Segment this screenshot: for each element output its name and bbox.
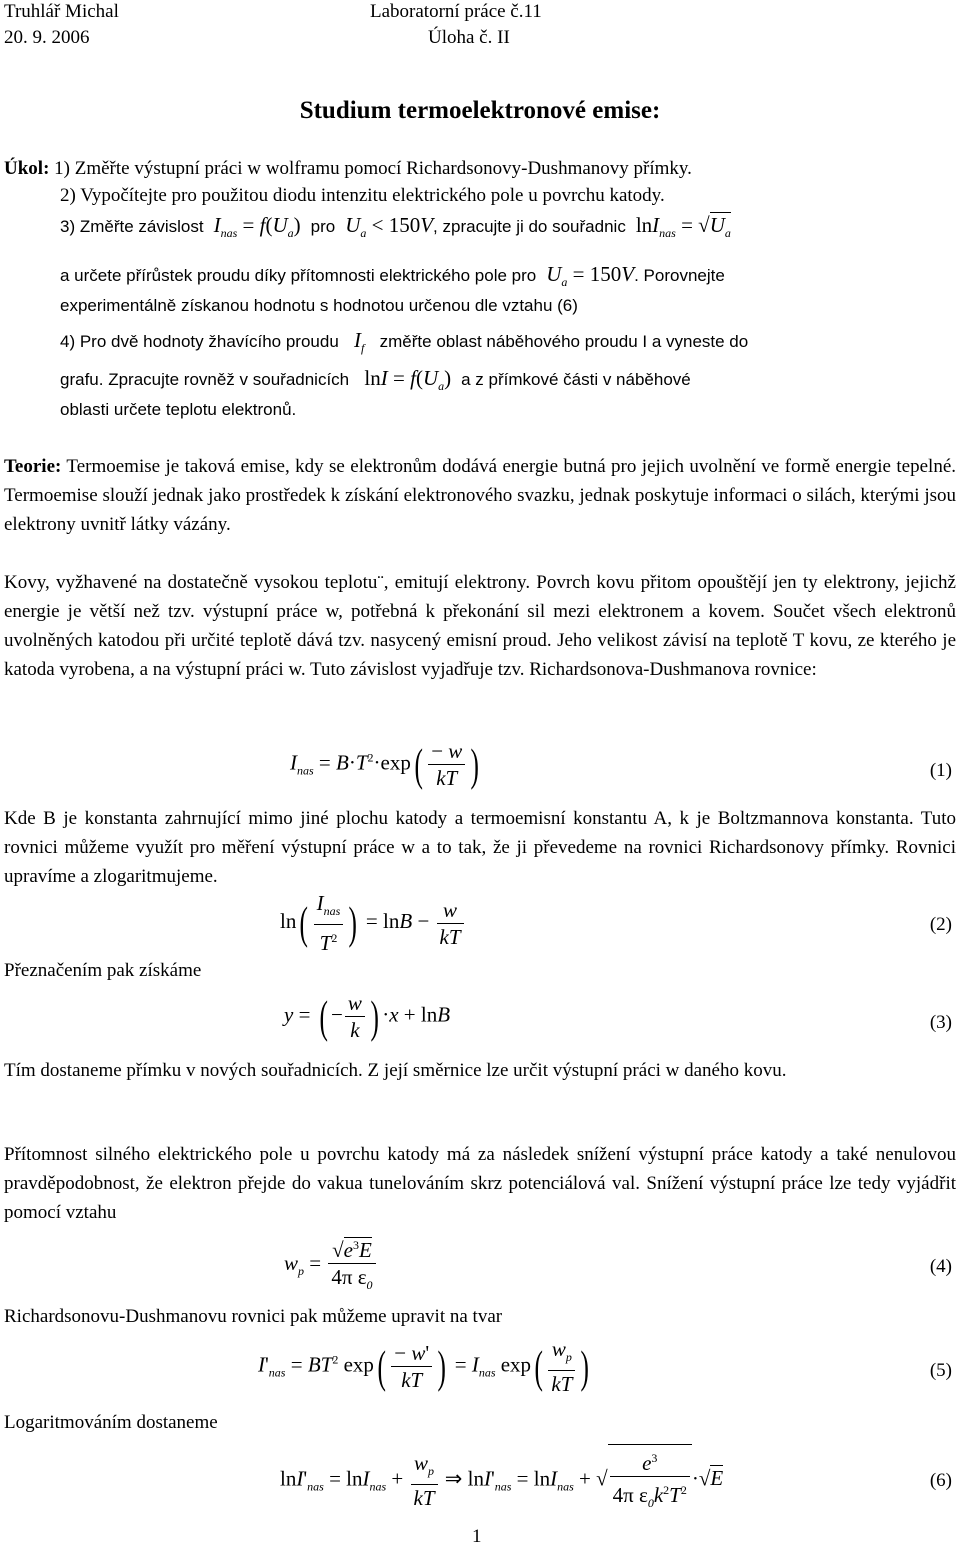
formula-ln-inas-sqrt-ua: $\ln I_{nas} = √U_a$ [630, 213, 731, 240]
equation-3: y = ( − $\frac{w}{k}$ ) ·x + lnB [284, 990, 451, 1042]
formula-if: $I_f$ [354, 328, 365, 355]
teorie-paragraph-1 [4, 452, 956, 539]
ukol-task-4d: a z přímkové části v náběhové [461, 370, 691, 389]
ukol-task-3d: a určete přírůstek proudu díky přítomnosti elektrického pole pro [60, 266, 537, 285]
ukol-task-3e: . Porovnejte [634, 266, 725, 285]
equation-number-2: (2) [929, 914, 952, 935]
teorie-paragraph-3: Kde B je konstanta zahrnující mimo jiné plochu katody a termoemisní konstantu A, k je Boltzmannova konstanta. Tuto rovnici můžeme využít pro měření výstupní práce w a to tak, že ji převedeme na rovnici Richardsonovy přímky. Rovnici upravíme a zlogaritmujeme. [4, 808, 956, 887]
ukol-task-3b: pro [310, 217, 336, 236]
header-task: Úloha č. II [428, 27, 510, 48]
equation-4: $w_p$ = $\frac{√e^3E}{4\pi \varepsilon_0}$ [284, 1232, 378, 1298]
ukol-task-4c: grafu. Zpracujte rovněž v souřadnicích [60, 370, 350, 389]
equation-6: $\ln I'_{nas} = \ln I_{nas}$ + $\frac{w_p}{kT}$ ⇒ $\ln I'_{nas} = \ln I_{nas}$ + √ $\frac{e^3}{4\pi \varepsilon_0k^2T^2}$ ·√E [280, 1444, 723, 1516]
ukol-task-4a: 4) Pro dvě hodnoty žhavícího proudu [60, 332, 339, 351]
ukol-task-1: 1) Změřte výstupní práci w wolframu pomocí Richardsonovy-Dushmanovy přímky. [54, 158, 692, 179]
ukol-task-3c: , zpracujte ji do souřadnic [433, 217, 626, 236]
equation-5: $I'_{nas} = BT^2$ exp( $\frac{- w'}{kT}$ ) = $I_{nas}$ exp( $\frac{w_p}{kT}$ ) [258, 1337, 590, 1396]
equation-number-5: (5) [929, 1360, 952, 1381]
equation-2: ln( $\frac{I_{nas}}{T^2}$ ) = lnB − $\frac{w}{kT}$ [280, 890, 466, 956]
ukol-task-2: 2) Vypočítejte pro použitou diodu intenzitu elektrického pole u povrchu katody. [60, 185, 665, 206]
ukol-task-3f: experimentálně získanou hodnotu s hodnotou určenou dle vztahu (6) [60, 296, 578, 315]
ukol-line-3d [60, 262, 725, 290]
ukol-line-1 [4, 158, 692, 180]
formula-inas-f-ua: $I_{nas} = f(U_a)$ [213, 213, 306, 240]
ukol-label: Úkol: [4, 158, 50, 179]
page-number: 1 [472, 1526, 482, 1547]
teorie-paragraph-4: Přeznačením pak získáme [4, 960, 202, 981]
teorie-paragraph-6: Přítomnost silného elektrického pole u povrchu katody má za následek snížení výstupní práce katody a také nenulovou pravděpodobnost, že elektron přejde do vakua tunelováním skrz potenciálová val. Snížení výstupní práce lze tedy vyjádřit pomocí vztahu [4, 1144, 956, 1223]
header-date: 20. 9. 2006 [4, 27, 90, 48]
equation-number-3: (3) [929, 1012, 952, 1033]
teorie-paragraph-5: Tím dostaneme přímku v nových souřadnicích. Z její směrnice lze určit výstupní práci w daného kovu. [4, 1060, 787, 1081]
header-lab: Laboratorní práce č.11 [370, 1, 542, 22]
formula-ua-eq-150: $U_a = 150V$ [546, 262, 635, 289]
header-author: Truhlář Michal [4, 1, 119, 22]
teorie-paragraph-2: Kovy, vyžhavené na dostatečně vysokou teplotu¨, emitují elektrony. Povrch kovu přitom opouštějí jen ty elektrony, jejichž energie je větší než tzv. výstupní práce w, potřebná k překonání sil mezi elektronem a kovem. Součet všech elektronů uvolněných katodou při určité teplotě dává tzv. nasycený emisní proud. Jeho velikost závisí na teplotě T kovu, ze kterého je katoda vyrobena, a na výstupní práci w. Tuto závislost vyjadřuje tzv. Richardsonova-Dushmanova rovnice: [4, 572, 956, 680]
teorie-text-1: Termoemise je taková emise, kdy se elektronům dodává energie butná pro jejich uvolnění ve formě energie tepelné. Termoemise slouží jednak jako prostředek k získání elektronového svazku, jednak poskytuje informaci o silách, kterými jsou elektrony uvnitř látky vázány. [4, 456, 956, 535]
ukol-line-4c [60, 366, 691, 394]
teorie-label: Teorie: [4, 456, 62, 477]
equation-1: $I_{nas} = B\cdot T^2\cdot\exp$( $\frac{- w}{kT}$ ) [290, 738, 480, 790]
ukol-task-3a: 3) Změřte závislost [60, 217, 204, 236]
ukol-line-4 [60, 328, 748, 356]
ukol-task-4e: oblasti určete teplotu elektronů. [60, 400, 297, 419]
formula-ua-lt-150: $U_a < 150V$ [345, 213, 434, 240]
equation-number-6: (6) [929, 1470, 952, 1491]
teorie-paragraph-7: Richardsonovu-Dushmanovu rovnici pak můžeme upravit na tvar [4, 1306, 503, 1327]
equation-number-4: (4) [929, 1256, 952, 1277]
equation-number-1: (1) [929, 760, 952, 781]
teorie-paragraph-8: Logaritmováním dostaneme [4, 1412, 218, 1433]
ukol-line-3 [60, 213, 731, 241]
formula-ln-i-f-ua: $\ln I = f(U_a)$ [353, 366, 457, 393]
page-title: Studium termoelektronové emise: [299, 97, 661, 124]
ukol-task-4b: změřte oblast náběhového proudu I a vyneste do [379, 332, 749, 351]
